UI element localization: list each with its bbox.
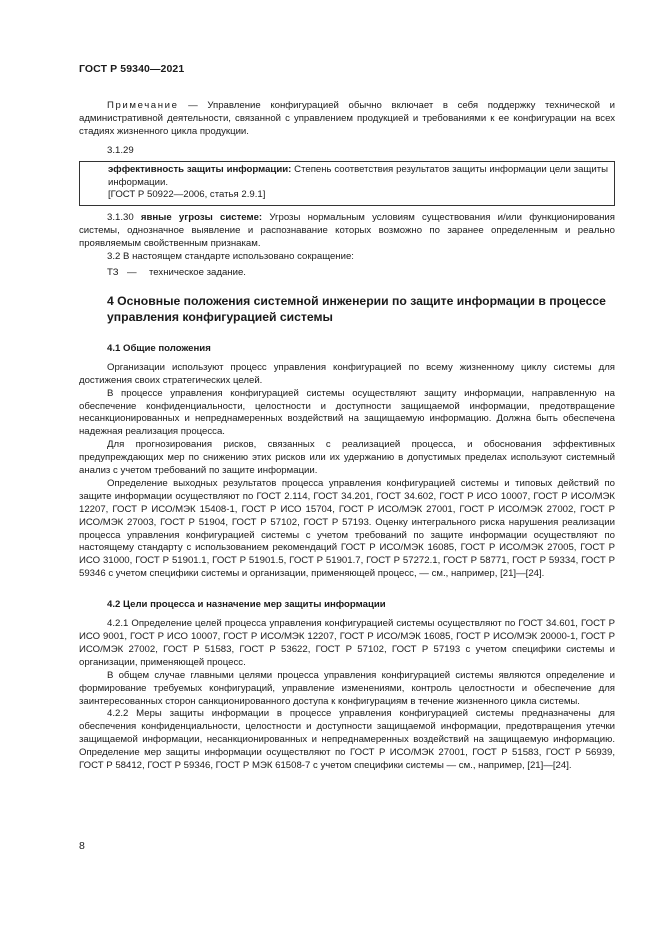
abbreviation-code: ТЗ [107, 266, 119, 278]
section-4-2-paragraph: 4.2.2 Меры защиты информации в процессе управления конфигурацией системы предназначены для обеспечения конфиденциальности, целостности и доступности защищаемой информации, предотвращения утечки защищаемой информации, несанкционированных и непреднамеренных воздействий на защищаемую информацию. Определение мер защиты информации осуществляют по ГОСТ Р ИСО/МЭК 27001, ГОСТ Р 51583, ГОСТ Р 56939, ГОСТ Р 58412, ГОСТ Р 59346, ГОСТ Р МЭК 61508-7 с учетом специфики системы — см., например, [21]—[24]. [79, 708, 615, 772]
note-label: Примечание [107, 100, 179, 111]
section-4-1-paragraph: Для прогнозирования рисков, связанных с реализацией процесса, и обоснования эффективных предупреждающих мер по снижению этих рисков или их удержанию в допустимых пределах используют системный анализ с учетом требований по защите информации. [79, 439, 615, 477]
page-number: 8 [79, 840, 85, 852]
note-text: — Управление конфигурацией обычно включает в себя поддержку технической и административной деятельности, связанной с управлением продукцией и требованиями к ее конфигурации на всех стадиях жизненного цикла продукции. [79, 100, 615, 137]
term-3-1-30-definition: Угрозы нормальным условиям существования и/или функционирования системы, однозначное выявление и распознавание которых возможно по заранее определенным и реально проявляемым свойственным признакам. [79, 212, 615, 250]
abbreviation-dash: — [127, 266, 137, 278]
document-body [79, 100, 615, 773]
abbreviation-intro: 3.2 В настоящем стандарте использовано сокращение: [107, 251, 354, 263]
section-4-2-heading: 4.2 Цели процесса и назначение мер защиты информации [107, 599, 386, 611]
section-4-1-paragraph: В процессе управления конфигурацией системы осуществляют защиту информации, направленную на обеспечение конфиденциальности, целостности и доступности защищаемой информации, предотвращение несанкционированных и непреднамеренных воздействий на защищаемую информацию. Должна быть обеспечена надежная реализация процесса. [79, 387, 615, 438]
term-number: 3.1.29 [107, 144, 134, 156]
section-4-1-paragraph: Определение выходных результатов процесса управления конфигурацией системы и типовых действий по защите информации осуществляют по ГОСТ 2.114, ГОСТ 34.201, ГОСТ 34.602, ГОСТ Р ИСО 10007, ГОСТ Р ИСО/МЭК 12207, ГОСТ Р ИСО/МЭК 15408-1, ГОСТ Р ИСО 15704, ГОСТ Р ИСО/МЭК 27001, ГОСТ Р ИСО/МЭК 27002, ГОСТ Р ИСО/МЭК 27003, ГОСТ Р 51904, ГОСТ Р 57102, ГОСТ Р 57193. Оценку интегрального риска нарушения реализации процесса управления конфигурацией системы с учетом требований по защите информации осуществляют по настоящему стандарту с использованием рекомендаций ГОСТ Р ИСО/МЭК 16085, ГОСТ Р ИСО/МЭК 27005, ГОСТ Р ИСО 31000, ГОСТ Р 51901.1, ГОСТ Р 51901.5, ГОСТ Р 51901.7, ГОСТ Р 57272.1, ГОСТ Р 58771, ГОСТ Р 59334, ГОСТ Р 59346 с учетом специфики системы и организации, применяющей процесс, — см., например, [21]—[24]. [79, 477, 615, 580]
note-paragraph [79, 100, 615, 139]
abbreviation-meaning: техническое задание. [149, 266, 246, 278]
section-4-2-paragraph: В общем случае главными целями процесса управления конфигурацией системы являются определение и формирование требуемых конфигураций, управление изменениями, контроль целостности и обеспечение для заинтересованных сторон санкционированного доступа к конфигурациям в течение жизненного цикла системы. [79, 669, 615, 707]
section-4-1-paragraph: Организации используют процесс управления конфигурацией по всему жизненному циклу системы для достижения своих стратегических целей. [79, 361, 615, 386]
section-4-heading: 4 Основные положения системной инженерии по защите информации в процессе управления конфигурацией системы [107, 293, 606, 324]
term-definition-box [79, 161, 615, 207]
term-3-1-30-paragraph [79, 212, 615, 251]
term-definition: Степень соответствия результатов защиты информации цели защиты информации. [108, 163, 608, 188]
section-4-1-heading: 4.1 Общие положения [107, 342, 211, 354]
abbreviation-row [79, 267, 615, 280]
term-source: [ГОСТ Р 50922—2006, статья 2.9.1] [108, 189, 266, 201]
document-header: ГОСТ Р 59340—2021 [79, 63, 185, 75]
term-3-1-30-number: 3.1.30 [107, 212, 141, 224]
term-name: эффективность защиты информации: [108, 163, 292, 175]
section-4-2-paragraph: 4.2.1 Определение целей процесса управления конфигурацией системы осуществляют по ГОСТ 34.601, ГОСТ Р ИСО 9001, ГОСТ Р ИСО 10007, ГОСТ Р ИСО/МЭК 12207, ГОСТ Р ИСО/МЭК 16085, ГОСТ Р ИСО/МЭК 20000-1, ГОСТ Р ИСО/МЭК 27002, ГОСТ Р 51583, ГОСТ Р 53622, ГОСТ Р 57102, ГОСТ Р 57193 с учетом специфики системы и организации, применяющей процесс. [79, 618, 615, 668]
term-3-1-30-name: явные угрозы системе: [140, 212, 263, 224]
